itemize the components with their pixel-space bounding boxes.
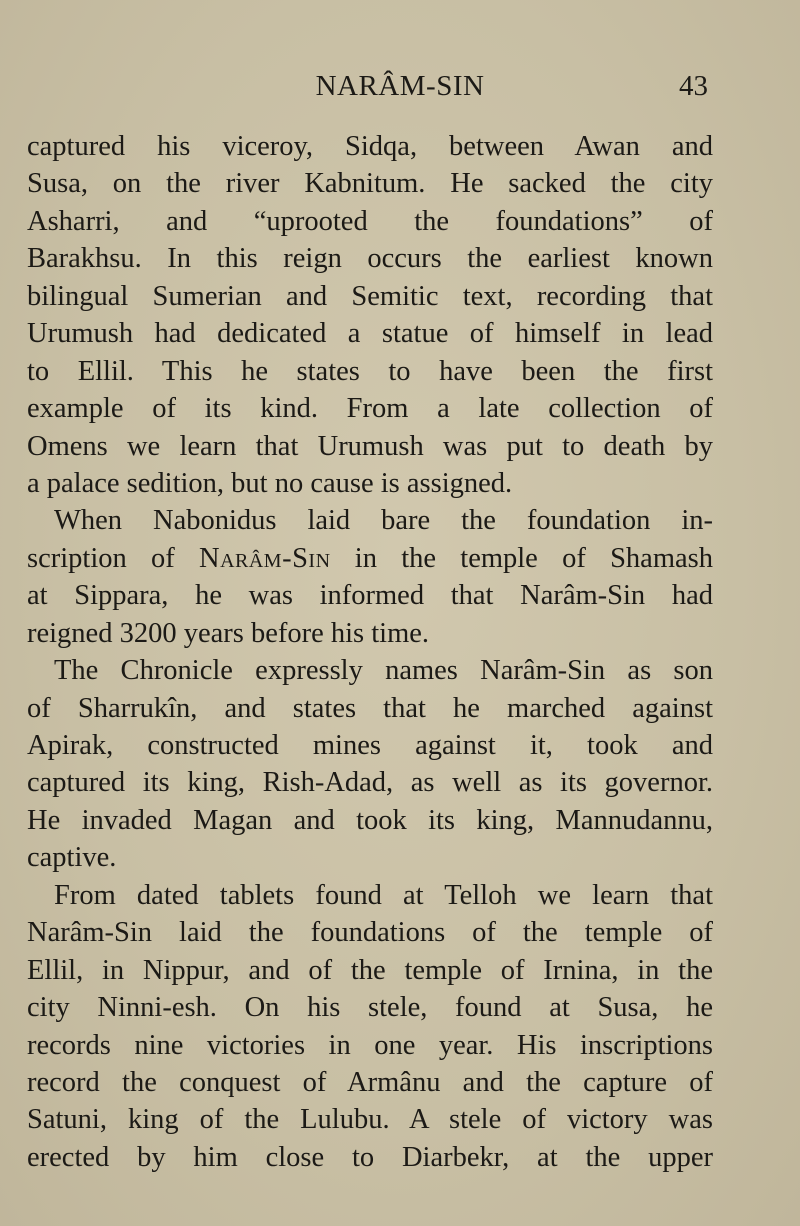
- text-line: He invaded Magan and took its king, Mannudannu,: [27, 804, 713, 836]
- paragraph-start-line: From dated tablets found at Telloh we learn that: [54, 879, 713, 911]
- text-line: bilingual Sumerian and Semitic text, recording that: [27, 280, 713, 312]
- text-line: Barakhsu. In this reign occurs the earliest known: [27, 243, 713, 275]
- text-line: example of its kind. From a late collection of: [27, 393, 713, 425]
- page-header: [0, 66, 800, 106]
- text-segment: in the temple of Shamash: [330, 542, 713, 574]
- text-line: records nine victories in one year. His inscriptions: [27, 1029, 713, 1061]
- text-line: Urumush had dedicated a statue of himself in lead: [27, 318, 713, 350]
- text-line: Asharri, and “uprooted the foundations” of: [27, 205, 713, 237]
- running-head: NARÂM-SIN: [315, 70, 485, 102]
- text-line: Ellil, in Nippur, and of the temple of Irnina, in the: [27, 954, 713, 986]
- text-line: a palace sedition, but no cause is assigned.: [27, 467, 513, 499]
- text-line: Susa, on the river Kabnitum. He sacked the city: [27, 168, 713, 200]
- text-line: Narâm-Sin laid the foundations of the temple of: [27, 917, 713, 949]
- text-line: captured his viceroy, Sidqa, between Awan and: [27, 131, 713, 162]
- text-line: to Ellil. This he states to have been the first: [27, 355, 713, 387]
- page-number: 43: [679, 70, 708, 102]
- text-line: captured its king, Rish-Adad, as well as its governor.: [27, 767, 713, 799]
- text-line: Omens we learn that Urumush was put to death by: [27, 430, 713, 462]
- text-line: at Sippara, he was informed that Narâm-Sin had: [27, 580, 713, 612]
- text-line: captive.: [27, 842, 117, 874]
- text-line: Apirak, constructed mines against it, took and: [27, 730, 713, 761]
- text-segment: scription of: [27, 542, 199, 574]
- text-line: [27, 540, 713, 577]
- text-line: city Ninni-esh. On his stele, found at Susa, he: [27, 992, 713, 1024]
- text-line: reigned 3200 years before his time.: [27, 617, 430, 649]
- paragraph-start-line: The Chronicle expressly names Narâm-Sin as son: [54, 655, 713, 687]
- paragraph-start-line: When Nabonidus laid bare the foundation in-: [54, 505, 713, 537]
- text-line: record the conquest of Armânu and the capture of: [27, 1066, 713, 1098]
- text-line: erected by him close to Diarbekr, at the upper: [27, 1141, 713, 1173]
- small-caps-name: Narâm-Sin: [198, 542, 331, 574]
- body-text: [27, 128, 713, 1176]
- text-line: of Sharrukîn, and states that he marched against: [27, 692, 713, 724]
- text-line: Satuni, king of the Lulubu. A stele of victory was: [27, 1104, 713, 1136]
